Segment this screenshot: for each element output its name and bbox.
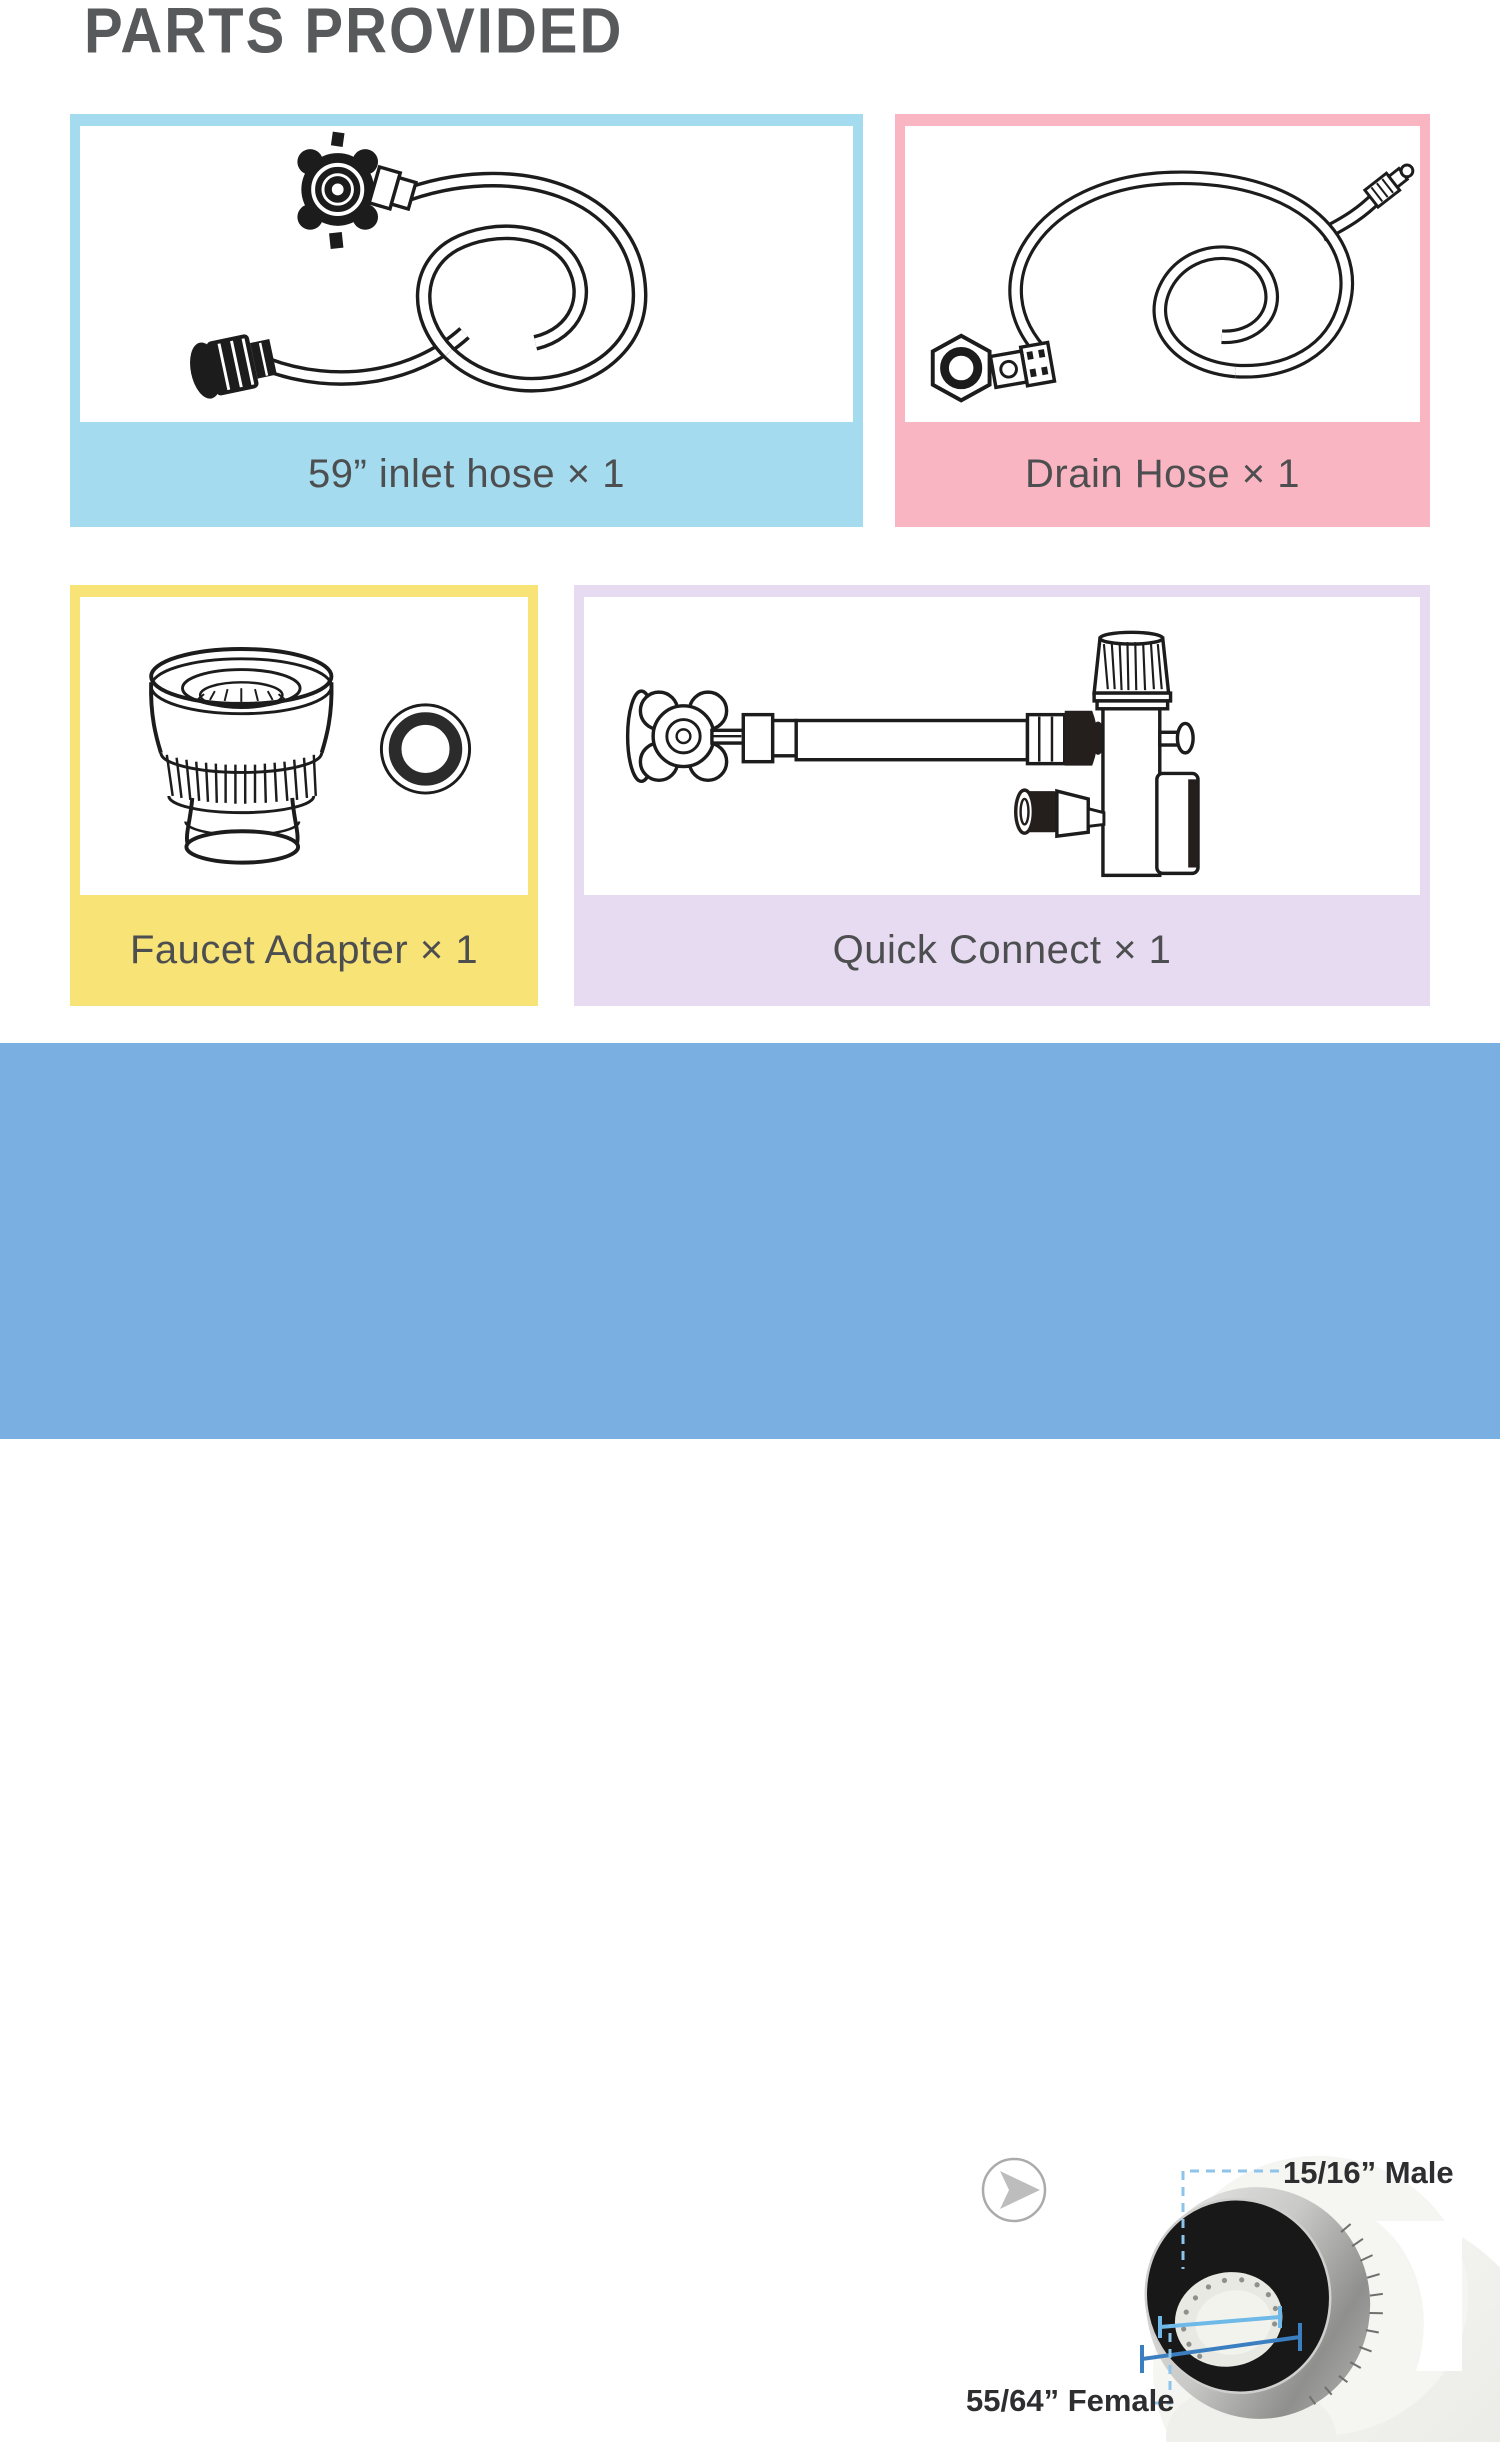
washer-ring <box>381 705 469 793</box>
note-section <box>0 1043 1500 2422</box>
hose-nut-end <box>185 328 279 401</box>
drain-hose-drawing-area <box>905 126 1420 422</box>
part-box-faucet-adapter <box>70 585 538 1006</box>
male-size-label: 15/16” Male <box>1283 2155 1454 2190</box>
part-box-drain-hose <box>895 114 1430 527</box>
note-text <box>66 2171 856 2426</box>
adapter-photo-card <box>946 2131 1462 2442</box>
quick-connect-drawing-area <box>584 597 1420 895</box>
note-body: Please confirm whether the supplied adapter is suitable for your faucet tap. If not, please contact your local plumbing supply center where adapter is available for purchase. <box>66 2174 849 2422</box>
part-label-inlet-hose: 59” inlet hose × 1 <box>308 452 625 496</box>
part-box-quick-connect <box>574 585 1430 1006</box>
play-arrow-icon[interactable] <box>983 2159 1045 2221</box>
female-size-label: 55/64” Female <box>966 2383 1175 2418</box>
part-label-quick-connect: Quick Connect × 1 <box>832 928 1172 972</box>
inlet-hose-drawing-area <box>80 126 853 422</box>
drain-hex-nut <box>933 336 1055 401</box>
part-box-inlet-hose <box>70 114 863 527</box>
drain-tip-connector <box>1365 159 1418 207</box>
page-title: PARTS PROVIDED <box>84 0 624 67</box>
faucet-adapter-drawing-area <box>80 597 528 895</box>
quick-connect-line-drawing <box>588 599 1416 893</box>
inlet-hose-line-drawing <box>87 128 847 420</box>
part-label-drain-hose: Drain Hose × 1 <box>1025 452 1300 496</box>
faucet-adapter-line-drawing <box>84 600 524 892</box>
tap-connector-knob <box>297 132 417 249</box>
drain-hose-line-drawing <box>910 129 1415 419</box>
note-prefix: Note: <box>66 2174 169 2218</box>
part-label-faucet-adapter: Faucet Adapter × 1 <box>129 928 479 972</box>
side-port <box>1016 790 1104 836</box>
